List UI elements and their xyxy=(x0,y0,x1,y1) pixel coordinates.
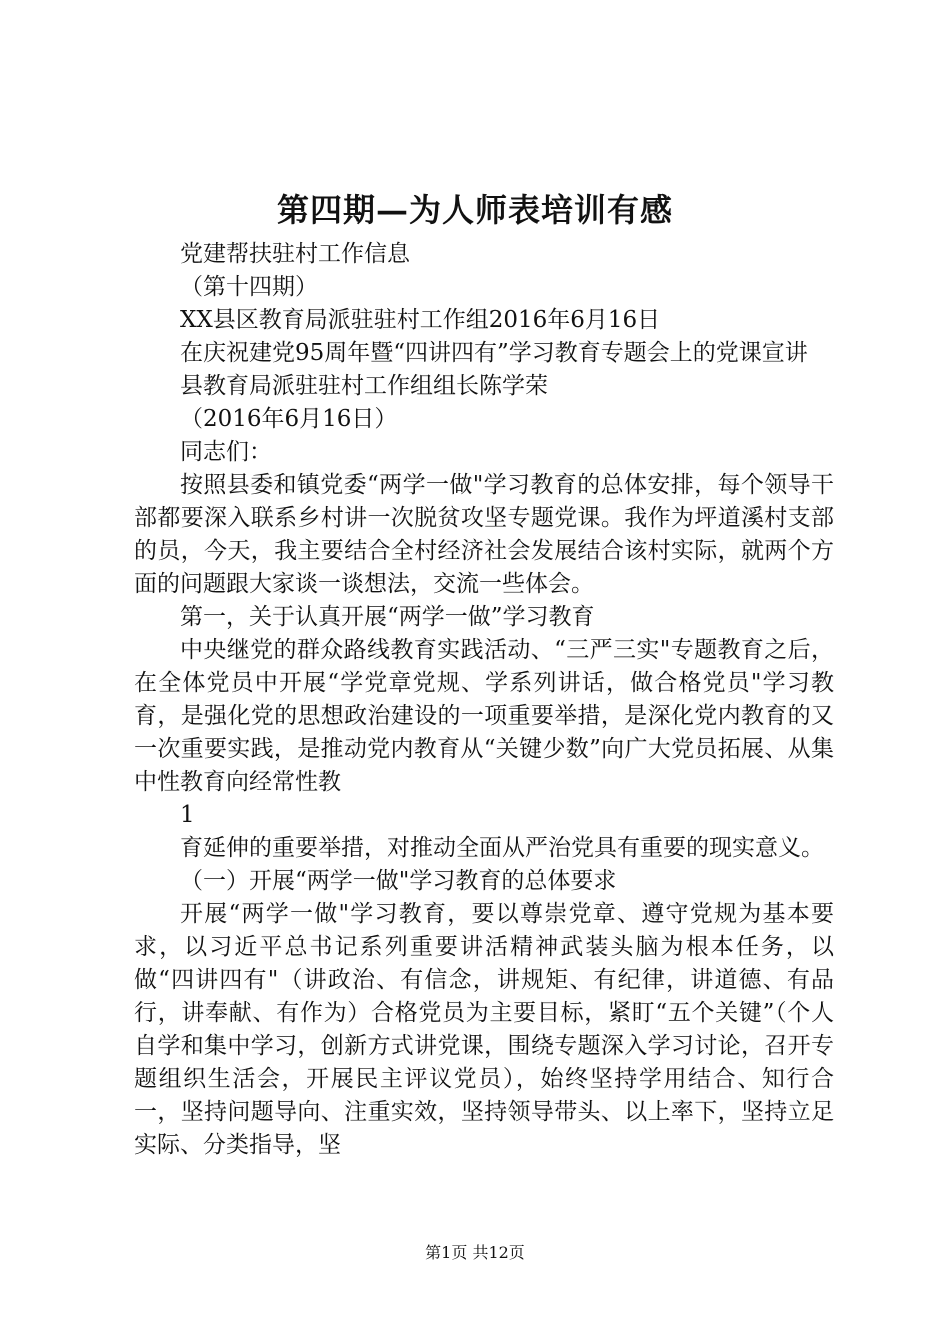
paragraph-requirements: 开展“两学一做"学习教育，要以尊崇党章、遵守党规为基本要求，以习近平总书记系列重要讲活精神武装头脑为根本任务，以做“四讲四有"（讲政治、有信念，讲规矩、有纪律，讲道德、有品行，讲奉献、有作为）合格党员为主要目标，紧盯“五个关键”（个人自学和集中学习，创新方式讲党课，围绕专题深入学习讨论，召开专题组织生活会，开展民主评议党员），始终坚持学用结合、知行合一，坚持问题导向、注重实效，坚持领导带头、以上率下，坚持立足实际、分类指导，坚 xyxy=(134,901,834,1158)
paragraph-occasion: 在庆祝建党95周年暨“四讲四有”学习教育专题会上的党课宣讲 xyxy=(180,340,808,366)
paragraph-subheading: （一）开展“两学一做"学习教育的总体要求 xyxy=(180,868,617,894)
paragraph-dateline: XX县区教育局派驻驻村工作组2016年6月16日 xyxy=(180,307,661,333)
paragraph-issue: （第十四期） xyxy=(180,274,318,300)
paragraph-page-marker: 1 xyxy=(180,802,195,828)
paragraph-body: 中央继党的群众路线教育实践活动、“三严三实"专题教育之后，在全体党员中开展“学党章党规、学系列讲话，做合格党员"学习教育，是强化党的思想政治建设的一项重要举措，是深化党内教育的又一次重要实践，是推动党内教育从“关键少数”向广大党员拓展、从集中性教育向经常性教 xyxy=(134,637,834,795)
paragraph-header: 党建帮扶驻村工作信息 xyxy=(180,241,410,267)
document-body xyxy=(134,238,834,1162)
paragraph-section-heading: 第一，关于认真开展“两学一做”学习教育 xyxy=(180,604,595,630)
paragraph-speaker: 县教育局派驻驻村工作组组长陈学荣 xyxy=(180,373,548,399)
paragraph-salutation: 同志们： xyxy=(180,439,272,465)
page-footer: 第1页 共12页 xyxy=(425,1243,525,1262)
paragraph-speech-date: （2016年6月16日） xyxy=(180,406,398,432)
paragraph-intro: 按照县委和镇党委“两学一做"学习教育的总体安排，每个领导干部都要深入联系乡村讲一次脱贫攻坚专题党课。我作为坪道溪村支部的员，今天，我主要结合全村经济社会发展结合该村实际，就两个方面的问题跟大家谈一谈想法，交流一些体会。 xyxy=(134,472,834,597)
document-title: 第四期—为人师表培训有感 xyxy=(276,191,673,229)
paragraph-body-continued: 育延伸的重要举措，对推动全面从严治党具有重要的现实意义。 xyxy=(180,835,824,861)
